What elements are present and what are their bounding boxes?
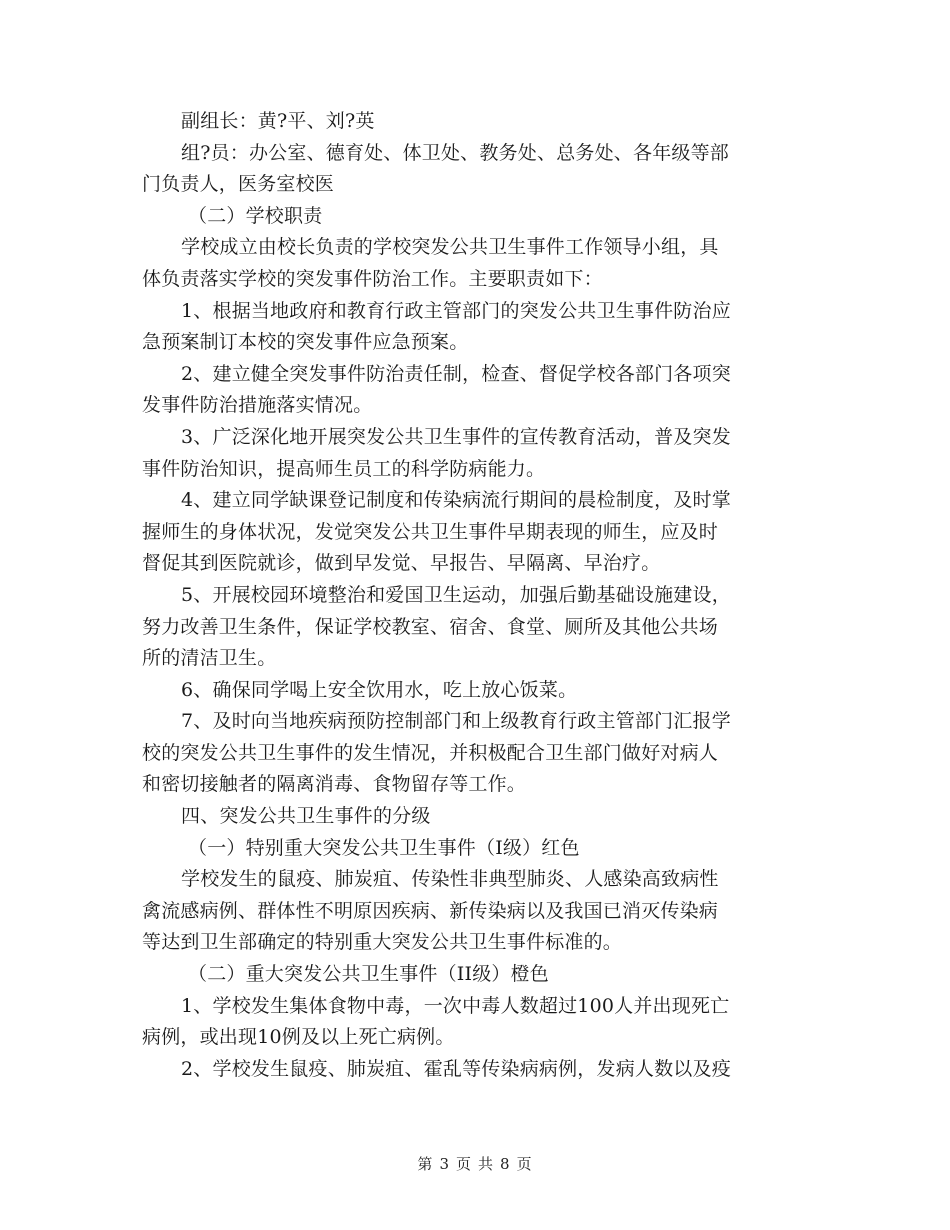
text-line: 禽流感病例、群体性不明原因疾病、新传染病以及我国已消灭传染病 xyxy=(142,899,719,922)
section-heading: （二）重大突发公共卫生事件（II级）橙色 xyxy=(188,963,550,986)
text-line: 门负责人，医务室校医 xyxy=(142,173,335,196)
text-line: 和密切接触者的隔离消毒、食物留存等工作。 xyxy=(142,773,527,796)
text-line: 3、广泛深化地开展突发公共卫生事件的宣传教育活动，普及突发 xyxy=(181,425,731,448)
page-total: 8 xyxy=(500,1155,511,1173)
text-line: 所的清洁卫生。 xyxy=(142,647,277,670)
text-line: 6、确保同学喝上安全饮用水，吃上放心饭菜。 xyxy=(181,678,578,701)
text-line: 5、开展校园环境整治和爱国卫生运动，加强后勤基础设施建设， xyxy=(181,583,731,606)
text-line: 校的突发公共卫生事件的发生情况，并积极配合卫生部门做好对病人 xyxy=(142,741,719,764)
document-body xyxy=(142,106,806,1085)
text-line: 急预案制订本校的突发事件应急预案。 xyxy=(142,331,469,354)
text-line: 督促其到医院就诊，做到早发觉、早报告、早隔离、早治疗。 xyxy=(142,552,661,575)
text-line: 事件防治知识，提高师生员工的科学防病能力。 xyxy=(142,457,546,480)
text-line: 努力改善卫生条件，保证学校教室、宿舍、食堂、厕所及其他公共场 xyxy=(142,615,719,638)
text-line: 握师生的身体状况，发觉突发公共卫生事件早期表现的师生，应及时 xyxy=(142,520,719,543)
page-number: 3 xyxy=(439,1155,450,1173)
text-line: 2、建立健全突发事件防治责任制，检查、督促学校各部门各项突 xyxy=(181,362,731,385)
text-line: 学校发生的鼠疫、肺炭疽、传染性非典型肺炎、人感染高致病性 xyxy=(181,868,719,891)
footer-suffix: 页 xyxy=(516,1155,533,1173)
text-line: 7、及时向当地疾病预防控制部门和上级教育行政主管部门汇报学 xyxy=(181,710,731,733)
text-line: 学校成立由校长负责的学校突发公共卫生事件工作领导小组，具 xyxy=(181,236,719,259)
text-line: 1、学校发生集体食物中毒，一次中毒人数超过100人并出现死亡 xyxy=(181,994,730,1017)
text-line: 4、建立同学缺课登记制度和传染病流行期间的晨检制度，及时掌 xyxy=(181,489,731,512)
section-heading: （二）学校职责 xyxy=(188,204,323,227)
section-heading: （一）特别重大突发公共卫生事件（Ⅰ级）红色 xyxy=(188,836,580,859)
text-line: 体负责落实学校的突发事件防治工作。主要职责如下： xyxy=(142,267,603,290)
text-line: 发事件防治措施落实情况。 xyxy=(142,394,373,417)
text-line: 2、学校发生鼠疫、肺炭疽、霍乱等传染病病例，发病人数以及疫 xyxy=(181,1057,731,1080)
text-line: 组?员：办公室、德育处、体卫处、教务处、总务处、各年级等部 xyxy=(181,141,729,164)
page-footer xyxy=(0,1153,950,1174)
text-line: 1、根据当地政府和教育行政主管部门的突发公共卫生事件防治应 xyxy=(181,299,731,322)
section-heading: 四、突发公共卫生事件的分级 xyxy=(181,805,431,828)
footer-total-label: 共 xyxy=(478,1155,495,1173)
footer-middle: 页 xyxy=(455,1155,472,1173)
text-line: 副组长：黄?平、刘?英 xyxy=(181,110,375,132)
footer-prefix: 第 xyxy=(417,1155,434,1173)
text-line: 病例，或出现10例及以上死亡病例。 xyxy=(142,1026,455,1049)
text-line: 等达到卫生部确定的特别重大突发公共卫生事件标准的。 xyxy=(142,931,623,954)
